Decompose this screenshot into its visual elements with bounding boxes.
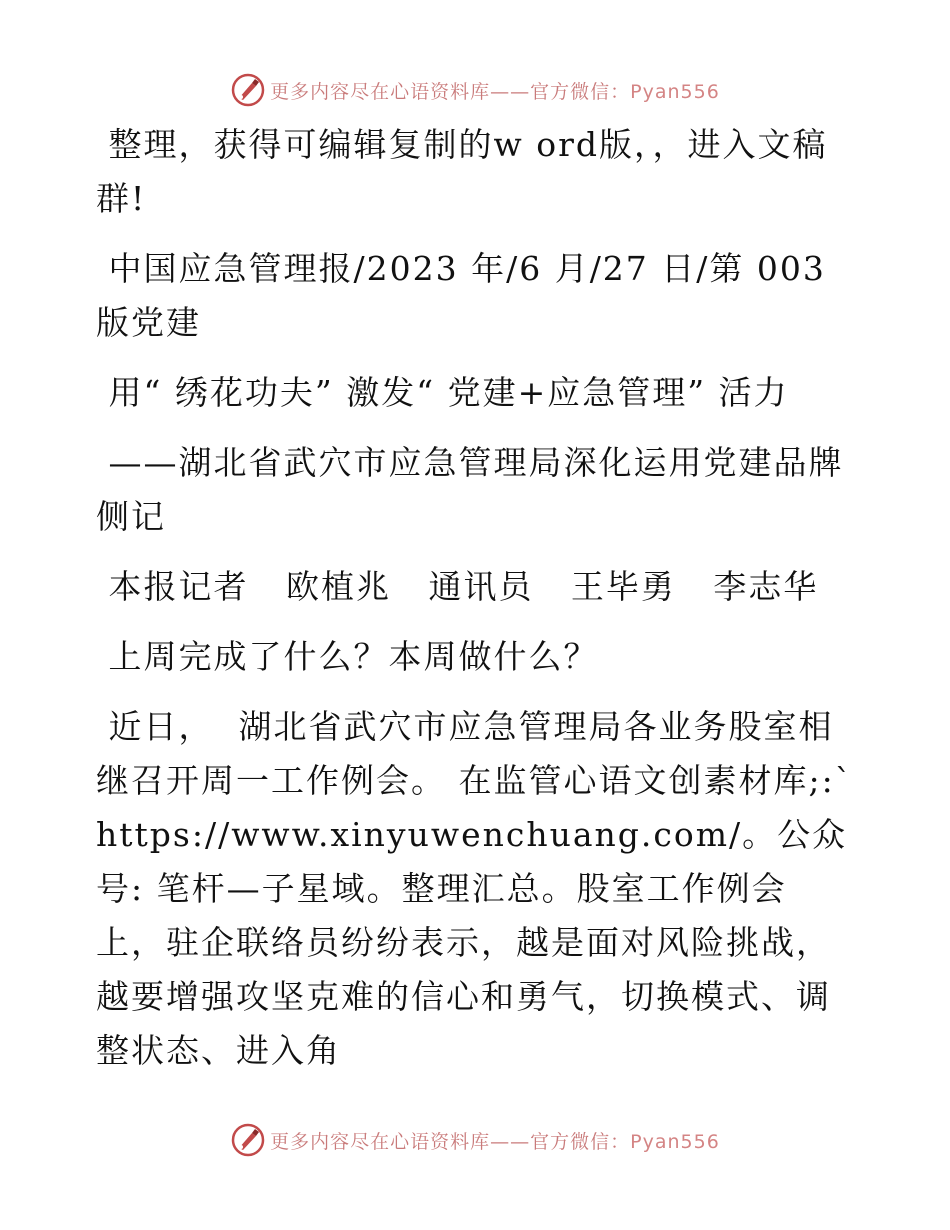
paragraph-source: 中国应急管理报/2023 年/6 月/27 日/第 003 版党建	[96, 249, 839, 342]
banner-wechat-id: Pyan556	[630, 80, 720, 103]
paragraph-notice: 整理，获得可编辑复制的w ord版，，进入文稿群!	[96, 125, 828, 218]
document-body	[96, 118, 856, 1094]
banner-wechat-id: Pyan556	[630, 1130, 720, 1153]
article-section-heading: 上周完成了什么？本周做什么？	[96, 637, 599, 676]
pen-logo-icon	[230, 1122, 266, 1158]
footer-banner	[0, 1120, 950, 1160]
header-banner	[0, 70, 950, 110]
article-title: 用“ 绣花功夫” 激发“ 党建+应急管理” 活力	[96, 373, 789, 412]
article-body-paragraph: 近日， 湖北省武穴市应急管理局各业务股室相继召开周一工作例会。 在监管心语文创素材库;:`https://www.xinyuwenchuang.com/。公众号: 笔杆—子星域。整理汇总。股室工作例会上，驻企联络员纷纷表示，越是面对风险挑战，越要增强攻坚克难的信心和勇气，切换模式、调整状态、进入角	[96, 707, 854, 1070]
pen-logo-icon	[230, 72, 266, 108]
article-byline: 本报记者 欧植兆 通讯员 王毕勇 李志华	[96, 567, 819, 606]
banner-text	[270, 77, 720, 104]
banner-text	[270, 1127, 720, 1154]
article-subtitle: ——湖北省武穴市应急管理局深化运用党建品牌侧记	[96, 443, 844, 536]
banner-slogan: 更多内容尽在心语资料库——官方微信：	[270, 1130, 631, 1153]
banner-slogan: 更多内容尽在心语资料库——官方微信：	[270, 80, 631, 103]
